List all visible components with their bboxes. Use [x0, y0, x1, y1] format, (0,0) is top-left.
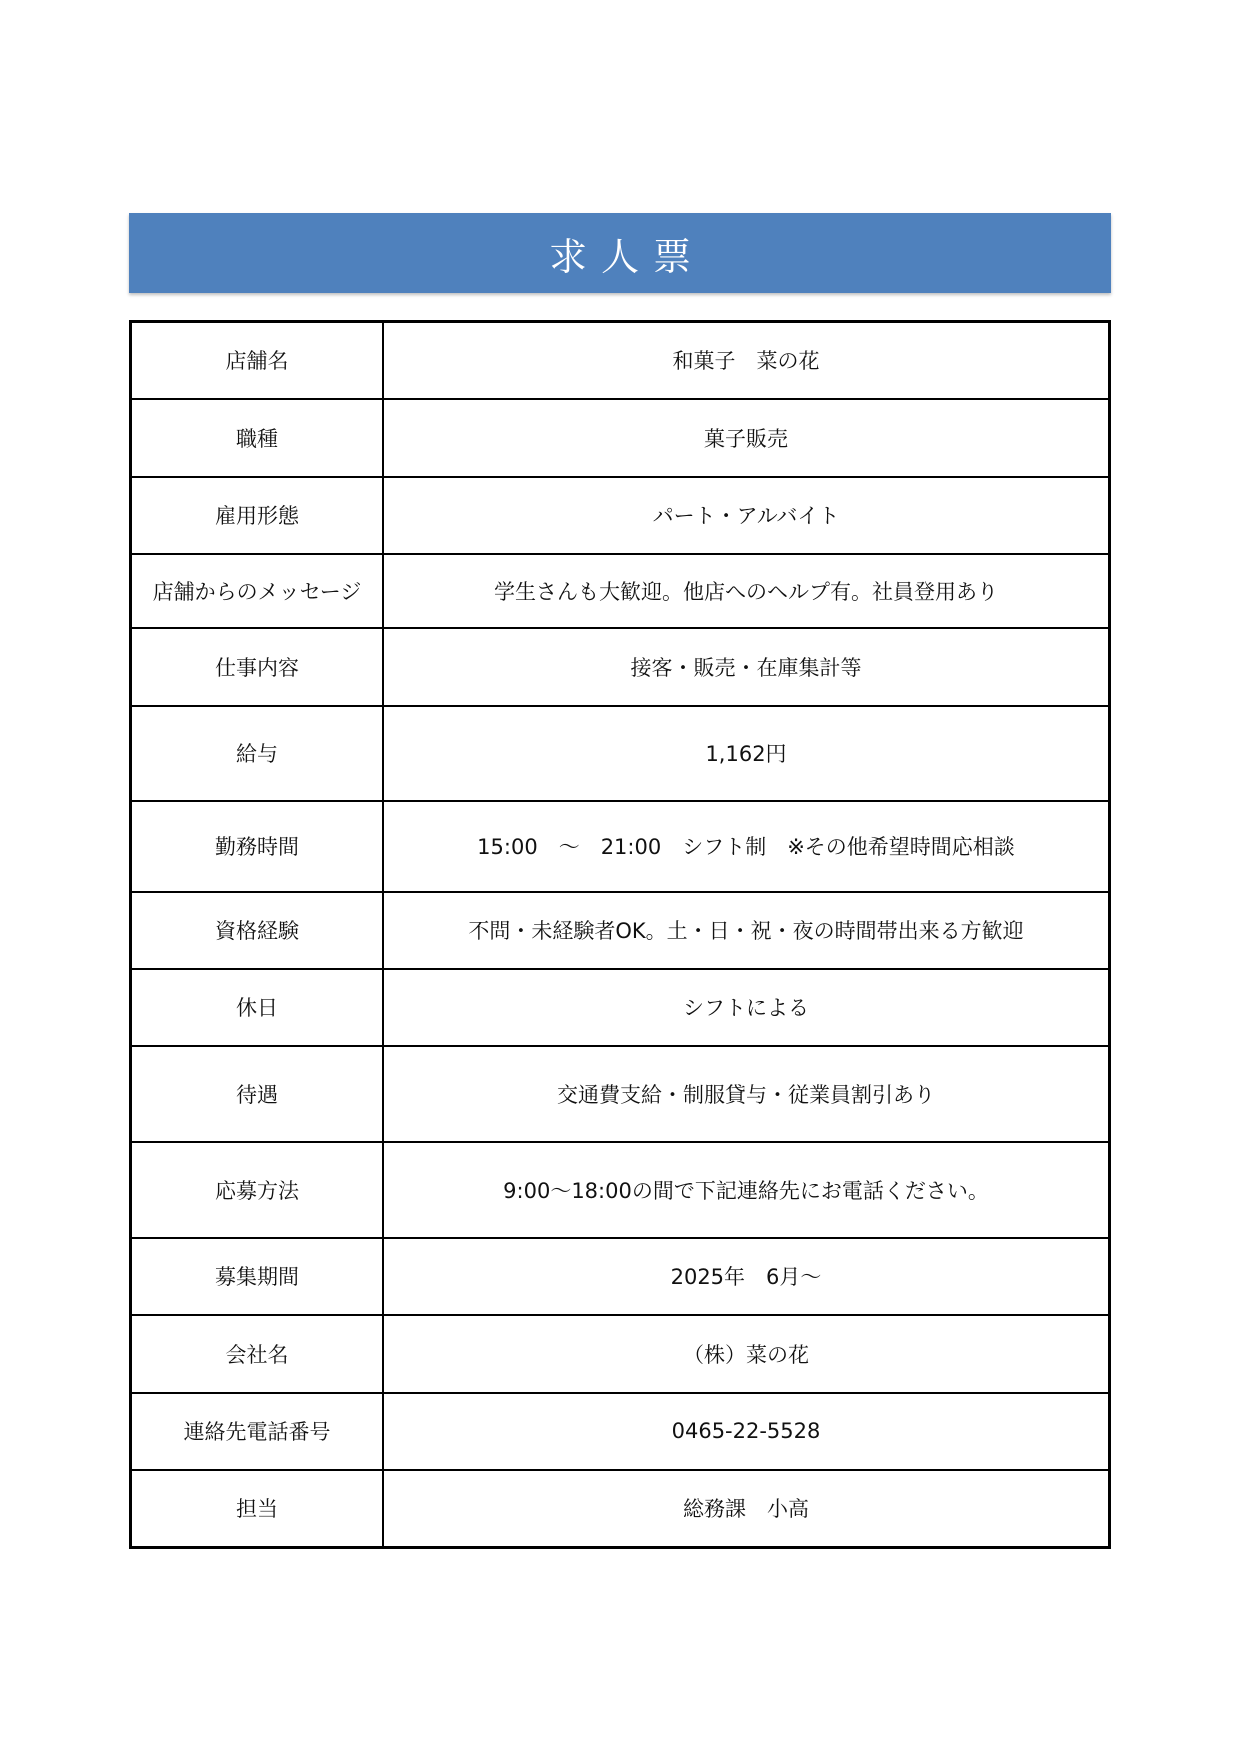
row-value: 0465-22-5528	[383, 1393, 1110, 1470]
table-row	[131, 706, 1110, 801]
row-value: シフトによる	[383, 969, 1110, 1046]
row-value: 9:00～18:00の間で下記連絡先にお電話ください。	[383, 1142, 1110, 1238]
table-row	[131, 892, 1110, 969]
table-row	[131, 1142, 1110, 1238]
row-label: 募集期間	[131, 1238, 384, 1315]
row-label: 資格経験	[131, 892, 384, 969]
page-title: 求人票	[548, 234, 705, 279]
row-value: パート・アルバイト	[383, 477, 1110, 554]
row-label: 連絡先電話番号	[131, 1393, 384, 1470]
job-posting-table	[129, 320, 1111, 1549]
row-label: 雇用形態	[131, 477, 384, 554]
row-label: 給与	[131, 706, 384, 801]
row-value: 接客・販売・在庫集計等	[383, 628, 1110, 706]
row-value: 交通費支給・制服貸与・従業員割引あり	[383, 1046, 1110, 1142]
row-label: 仕事内容	[131, 628, 384, 706]
table-row	[131, 628, 1110, 706]
row-value: 1,162円	[383, 706, 1110, 801]
row-label: 店舗名	[131, 322, 384, 399]
table-row	[131, 1046, 1110, 1142]
row-value: 15:00 ～ 21:00 シフト制 ※その他希望時間応相談	[383, 801, 1110, 892]
table-row	[131, 399, 1110, 477]
table-row	[131, 969, 1110, 1046]
row-value: 2025年 6月～	[383, 1238, 1110, 1315]
row-value: 学生さんも大歓迎。他店へのヘルプ有。社員登用あり	[383, 554, 1110, 628]
table-row	[131, 801, 1110, 892]
table-row	[131, 1238, 1110, 1315]
table-row	[131, 554, 1110, 628]
row-value: 総務課 小高	[383, 1470, 1110, 1548]
title-banner	[129, 213, 1111, 293]
row-value: 不問・未経験者OK。土・日・祝・夜の時間帯出来る方歓迎	[383, 892, 1110, 969]
table-row	[131, 1470, 1110, 1548]
row-label: 応募方法	[131, 1142, 384, 1238]
row-value: （株）菜の花	[383, 1315, 1110, 1393]
row-label: 担当	[131, 1470, 384, 1548]
table-row	[131, 1315, 1110, 1393]
row-label: 職種	[131, 399, 384, 477]
table-row	[131, 322, 1110, 399]
row-value: 菓子販売	[383, 399, 1110, 477]
table-row	[131, 1393, 1110, 1470]
row-label: 店舗からのメッセージ	[131, 554, 384, 628]
row-label: 待遇	[131, 1046, 384, 1142]
row-label: 勤務時間	[131, 801, 384, 892]
row-value: 和菓子 菜の花	[383, 322, 1110, 399]
row-label: 会社名	[131, 1315, 384, 1393]
row-label: 休日	[131, 969, 384, 1046]
table-row	[131, 477, 1110, 554]
